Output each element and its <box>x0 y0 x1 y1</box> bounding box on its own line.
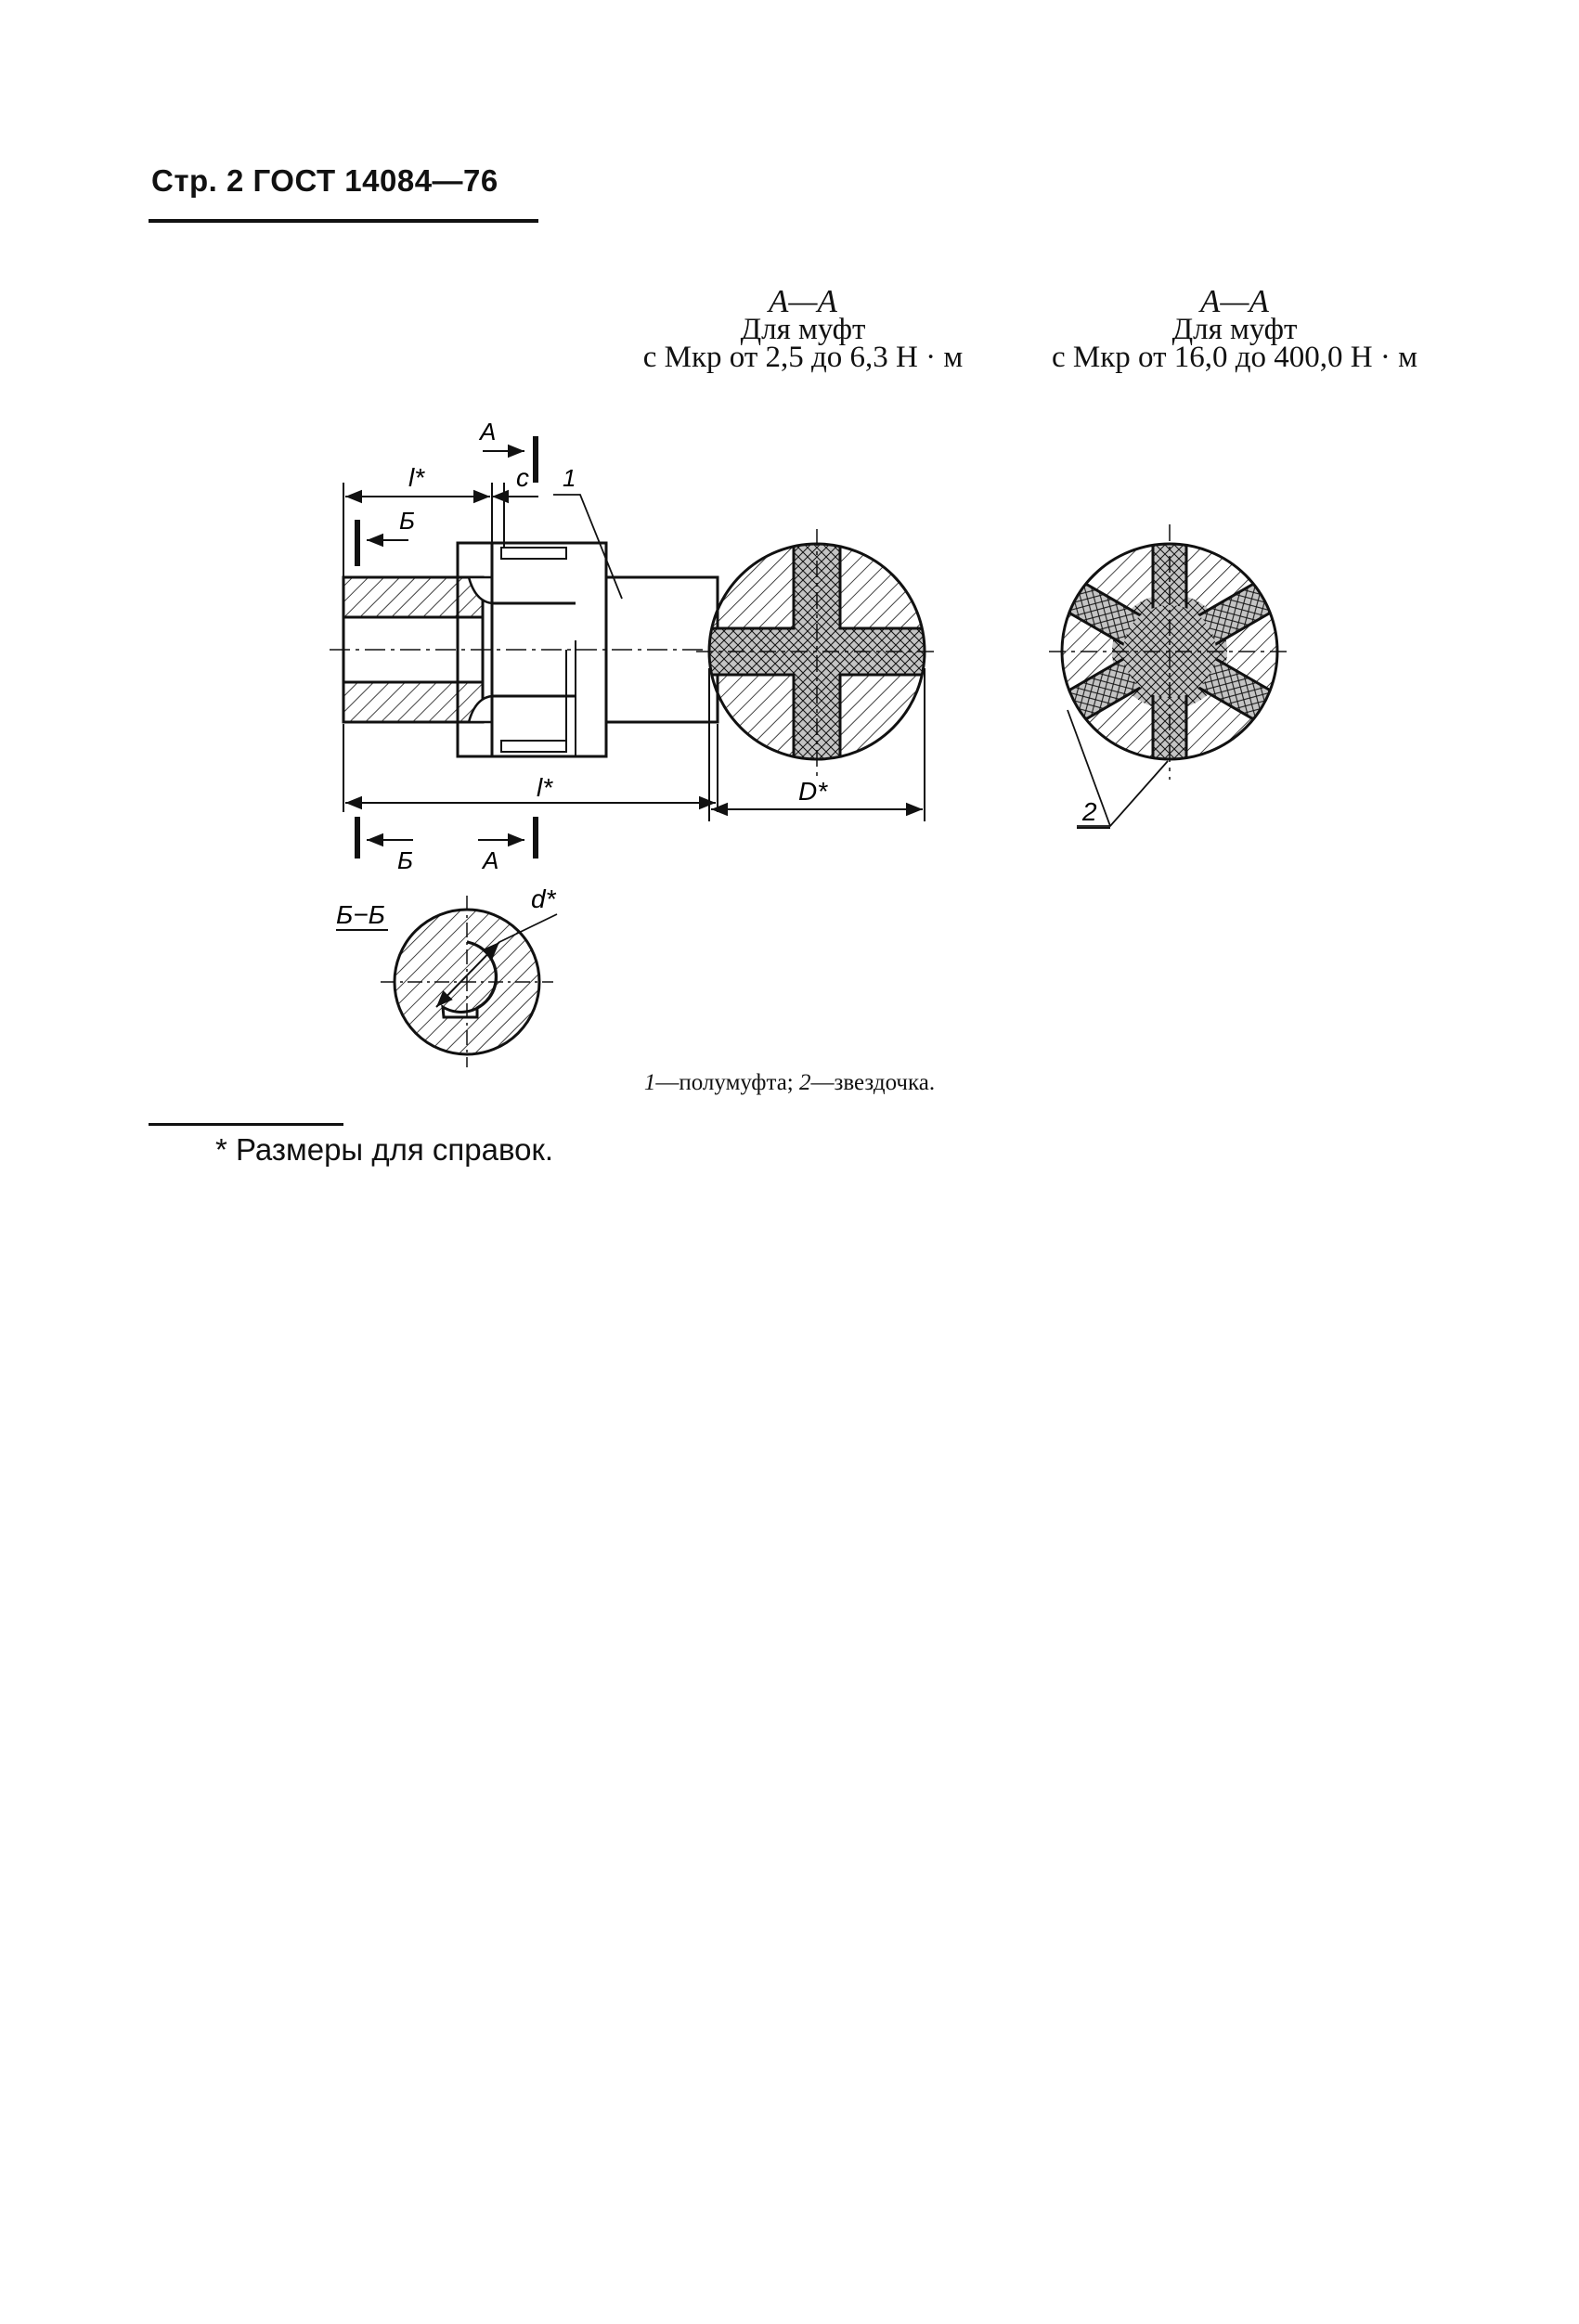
dim-l-total-label: l* <box>537 773 553 802</box>
dim-l-partial <box>343 483 538 577</box>
coupling-side-view <box>330 543 733 756</box>
dim-d-label: d* <box>531 884 556 913</box>
mark-b-top: Б <box>399 507 415 535</box>
section-bb-view <box>381 896 557 1067</box>
page-header: Стр. 2 ГОСТ 14084—76 <box>151 163 498 198</box>
dim-D-label: D* <box>798 777 828 806</box>
section-bb-label: Б−Б <box>336 900 385 929</box>
figure-legend <box>0 1070 1579 1096</box>
coupling-drawing <box>0 0 1579 1067</box>
footnote: * Размеры для справок. <box>215 1132 554 1167</box>
section-line1: Для муфт <box>1171 313 1298 346</box>
footnote-rule <box>149 1123 343 1126</box>
dim-l-total <box>343 724 718 812</box>
legend-item1-text: —полумуфта; <box>655 1070 799 1095</box>
section-line2: с Mкр от 16,0 до 400,0 Н · м <box>1051 341 1417 374</box>
section-line1: Для муфт <box>740 313 866 346</box>
leader-1-label: 1 <box>563 464 576 492</box>
legend-item2-num: 2 <box>799 1070 811 1095</box>
mark-a-bottom: A <box>483 846 499 874</box>
section-label: A—A <box>1200 283 1269 319</box>
leader-2-label: 2 <box>1082 797 1097 826</box>
section-line2: с Mкр от 2,5 до 6,3 Н · м <box>642 341 964 374</box>
section-label: A—A <box>769 283 837 319</box>
legend-item2-text: —звездочка. <box>810 1070 936 1095</box>
section-aa-large <box>1049 524 1290 780</box>
section-aa-small <box>696 529 938 780</box>
mark-b-bottom: Б <box>397 846 413 874</box>
dim-l-partial-label: l* <box>408 463 425 492</box>
legend-item1-num: 1 <box>643 1070 656 1095</box>
dim-c-label: c <box>516 463 529 492</box>
mark-a-top: A <box>480 418 497 445</box>
